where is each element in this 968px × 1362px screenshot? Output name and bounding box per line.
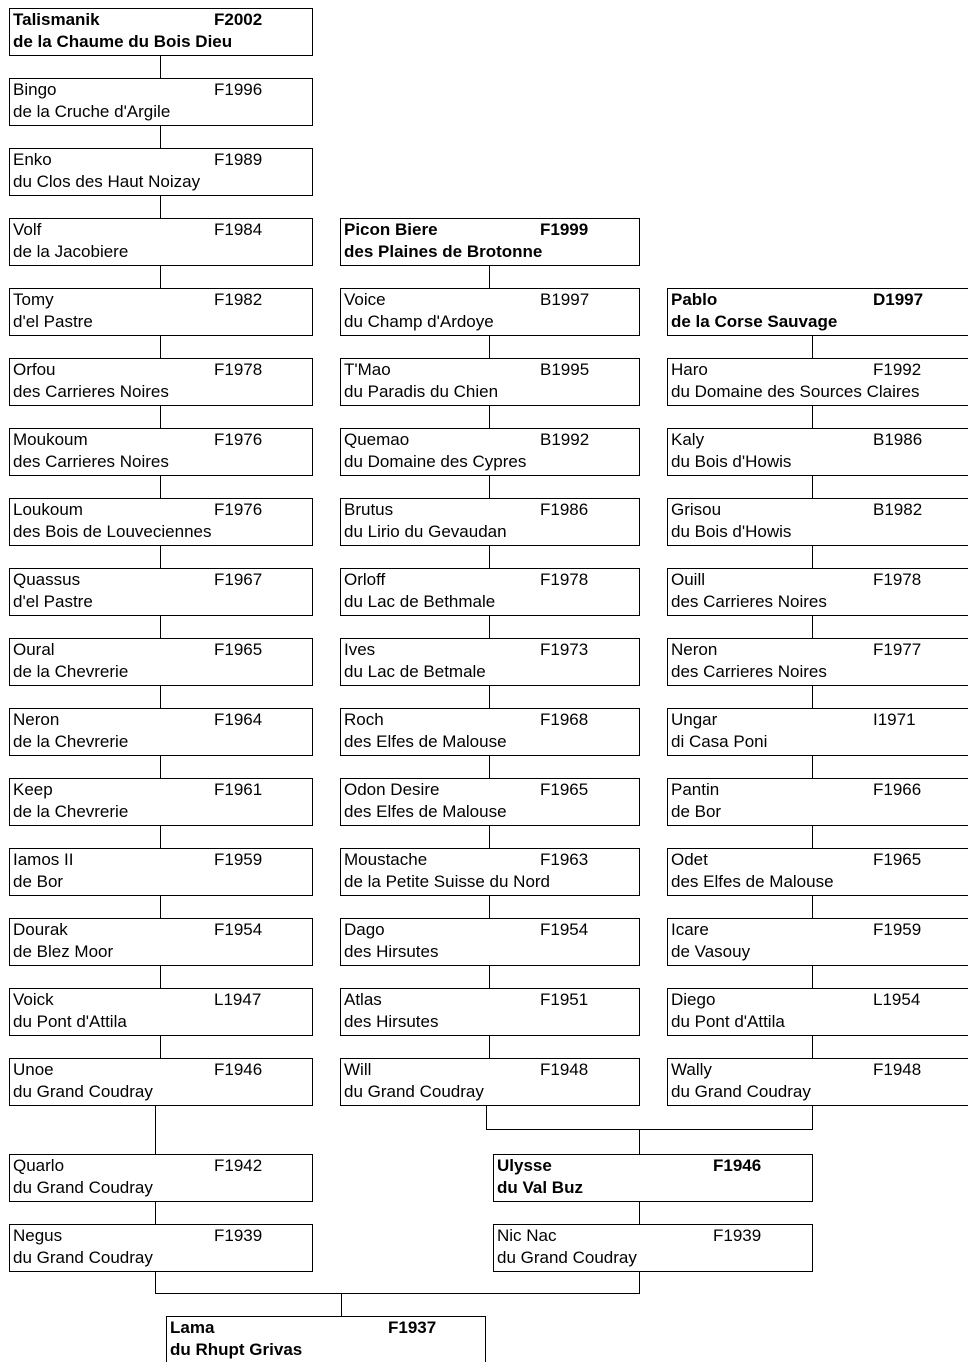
connector-line bbox=[812, 1036, 813, 1058]
connector-line bbox=[160, 896, 161, 918]
dog-box-brutus bbox=[340, 498, 640, 546]
dog-name: Quarlo bbox=[13, 1156, 65, 1175]
dog-registration-code: F1948 bbox=[873, 1060, 922, 1079]
dog-kennel: des Hirsutes bbox=[344, 1012, 439, 1031]
dog-name: Talismanik bbox=[13, 10, 100, 29]
dog-kennel: de la Jacobiere bbox=[13, 242, 129, 261]
dog-name: Voick bbox=[13, 990, 54, 1009]
dog-name: Ouill bbox=[671, 570, 706, 589]
connector-line bbox=[160, 196, 161, 218]
dog-kennel: des Elfes de Malouse bbox=[344, 732, 507, 751]
connector-line bbox=[155, 1272, 156, 1294]
dog-kennel: des Elfes de Malouse bbox=[344, 802, 507, 821]
dog-box-roch bbox=[340, 708, 640, 756]
dog-registration-code: I1971 bbox=[873, 710, 916, 729]
dog-kennel: du Grand Coudray bbox=[13, 1248, 153, 1267]
dog-kennel: du Grand Coudray bbox=[344, 1082, 484, 1101]
dog-name: Unoe bbox=[13, 1060, 54, 1079]
connector-line bbox=[489, 826, 490, 848]
connector-line bbox=[160, 756, 161, 778]
dog-box-quemao bbox=[340, 428, 640, 476]
dog-box-kaly bbox=[667, 428, 968, 476]
dog-box-haro bbox=[667, 358, 968, 406]
dog-kennel: de la Chaume du Bois Dieu bbox=[13, 32, 233, 51]
dog-kennel: du Lirio du Gevaudan bbox=[344, 522, 507, 541]
dog-kennel: des Carrieres Noires bbox=[13, 382, 169, 401]
dog-registration-code: F1954 bbox=[214, 920, 263, 939]
dog-registration-code: L1947 bbox=[214, 990, 262, 1009]
dog-box-neron bbox=[667, 638, 968, 686]
dog-name: Keep bbox=[13, 780, 53, 799]
connector-line bbox=[489, 546, 490, 568]
dog-kennel: de la Petite Suisse du Nord bbox=[344, 872, 551, 891]
dog-name: Pantin bbox=[671, 780, 720, 799]
dog-name: Oural bbox=[13, 640, 55, 659]
dog-name: Ulysse bbox=[497, 1156, 552, 1175]
dog-box-diego bbox=[667, 988, 968, 1036]
dog-kennel: de Blez Moor bbox=[13, 942, 114, 961]
dog-name: Tomy bbox=[13, 290, 54, 309]
connector-line bbox=[489, 686, 490, 708]
dog-kennel: des Bois de Louveciennes bbox=[13, 522, 212, 541]
dog-name: Iamos II bbox=[13, 850, 74, 869]
connector-line bbox=[160, 266, 161, 288]
dog-name: Atlas bbox=[344, 990, 382, 1009]
dog-name: Voice bbox=[344, 290, 386, 309]
dog-name: Dourak bbox=[13, 920, 68, 939]
dog-box-orfou bbox=[9, 358, 313, 406]
dog-kennel: du Champ d'Ardoye bbox=[344, 312, 494, 331]
dog-box-talismanik bbox=[9, 8, 313, 56]
dog-box-moukoum bbox=[9, 428, 313, 476]
dog-registration-code: B1982 bbox=[873, 500, 923, 519]
dog-kennel: di Casa Poni bbox=[671, 732, 768, 751]
dog-box-wally bbox=[667, 1058, 968, 1106]
dog-kennel: du Clos des Haut Noizay bbox=[13, 172, 201, 191]
dog-registration-code: F1965 bbox=[540, 780, 589, 799]
dog-name: Odon Desire bbox=[344, 780, 440, 799]
dog-kennel: des Carrieres Noires bbox=[13, 452, 169, 471]
dog-kennel: du Lac de Betmale bbox=[344, 662, 486, 681]
dog-box-odet bbox=[667, 848, 968, 896]
dog-name: Quemao bbox=[344, 430, 410, 449]
dog-registration-code: F1976 bbox=[214, 430, 263, 449]
dog-registration-code: F1963 bbox=[540, 850, 589, 869]
connector-line bbox=[489, 896, 490, 918]
dog-registration-code: F1965 bbox=[873, 850, 922, 869]
dog-name: Orloff bbox=[344, 570, 386, 589]
dog-name: Will bbox=[344, 1060, 372, 1079]
connector-line bbox=[489, 616, 490, 638]
connector-line bbox=[489, 1036, 490, 1058]
dog-registration-code: D1997 bbox=[873, 290, 924, 309]
dog-kennel: de Bor bbox=[671, 802, 722, 821]
dog-registration-code: F1989 bbox=[214, 150, 263, 169]
connector-line bbox=[639, 1129, 640, 1154]
dog-registration-code: B1992 bbox=[540, 430, 590, 449]
dog-name: Kaly bbox=[671, 430, 705, 449]
connector-line bbox=[160, 686, 161, 708]
dog-kennel: des Carrieres Noires bbox=[671, 662, 827, 681]
dog-kennel: de Bor bbox=[13, 872, 64, 891]
connector-line bbox=[160, 826, 161, 848]
dog-name: Picon Biere bbox=[344, 220, 438, 239]
dog-kennel: du Domaine des Sources Claires bbox=[671, 382, 920, 401]
dog-kennel: du Grand Coudray bbox=[13, 1178, 153, 1197]
dog-box-pantin bbox=[667, 778, 968, 826]
dog-box-ungar bbox=[667, 708, 968, 756]
connector-line bbox=[812, 896, 813, 918]
dog-kennel: des Carrieres Noires bbox=[671, 592, 827, 611]
dog-kennel: du Lac de Bethmale bbox=[344, 592, 496, 611]
dog-kennel: de la Chevrerie bbox=[13, 732, 129, 751]
connector-line bbox=[155, 1202, 156, 1224]
dog-kennel: d'el Pastre bbox=[13, 592, 93, 611]
connector-line bbox=[486, 1129, 813, 1130]
dog-box-quarlo bbox=[9, 1154, 313, 1202]
dog-kennel: de la Chevrerie bbox=[13, 662, 129, 681]
dog-box-lama bbox=[166, 1316, 486, 1362]
connector-line bbox=[489, 406, 490, 428]
dog-kennel: des Plaines de Brotonne bbox=[344, 242, 543, 261]
dog-name: Volf bbox=[13, 220, 42, 239]
dog-registration-code: F1959 bbox=[873, 920, 922, 939]
dog-name: Quassus bbox=[13, 570, 81, 589]
dog-registration-code: F1986 bbox=[540, 500, 589, 519]
dog-registration-code: F1976 bbox=[214, 500, 263, 519]
dog-box-bingo bbox=[9, 78, 313, 126]
dog-box-loukoum bbox=[9, 498, 313, 546]
dog-name: Neron bbox=[671, 640, 718, 659]
dog-name: Negus bbox=[13, 1226, 63, 1245]
dog-box-voice bbox=[340, 288, 640, 336]
dog-registration-code: F1967 bbox=[214, 570, 263, 589]
dog-box-tomy bbox=[9, 288, 313, 336]
connector-line bbox=[160, 56, 161, 78]
dog-registration-code: F1946 bbox=[214, 1060, 263, 1079]
connector-line bbox=[341, 1293, 342, 1316]
dog-kennel: d'el Pastre bbox=[13, 312, 93, 331]
dog-registration-code: B1995 bbox=[540, 360, 590, 379]
dog-kennel: du Bois d'Howis bbox=[671, 452, 792, 471]
dog-kennel: du Domaine des Cypres bbox=[344, 452, 527, 471]
dog-box-voick bbox=[9, 988, 313, 1036]
dog-kennel: du Paradis du Chien bbox=[344, 382, 499, 401]
dog-name: Dago bbox=[344, 920, 385, 939]
dog-box-ulysse bbox=[493, 1154, 813, 1202]
connector-line bbox=[160, 336, 161, 358]
dog-name: Haro bbox=[671, 360, 708, 379]
connector-line bbox=[160, 406, 161, 428]
dog-registration-code: F1978 bbox=[214, 360, 263, 379]
dog-name: Wally bbox=[671, 1060, 712, 1079]
dog-box-keep bbox=[9, 778, 313, 826]
connector-line bbox=[812, 1106, 813, 1130]
dog-kennel: de la Corse Sauvage bbox=[671, 312, 838, 331]
dog-kennel: de Vasouy bbox=[671, 942, 751, 961]
dog-box-moustache bbox=[340, 848, 640, 896]
dog-registration-code: F1964 bbox=[214, 710, 263, 729]
dog-box-volf bbox=[9, 218, 313, 266]
dog-name: Moukoum bbox=[13, 430, 88, 449]
connector-line bbox=[489, 756, 490, 778]
dog-registration-code: F1973 bbox=[540, 640, 589, 659]
dog-box-oural bbox=[9, 638, 313, 686]
dog-kennel: de la Chevrerie bbox=[13, 802, 129, 821]
connector-line bbox=[489, 966, 490, 988]
dog-box-picon-biere bbox=[340, 218, 640, 266]
connector-line bbox=[489, 266, 490, 288]
dog-name: Grisou bbox=[671, 500, 722, 519]
dog-registration-code: F1948 bbox=[540, 1060, 589, 1079]
dog-registration-code: F2002 bbox=[214, 10, 263, 29]
dog-box-neron bbox=[9, 708, 313, 756]
dog-name: Ungar bbox=[671, 710, 718, 729]
connector-line bbox=[160, 476, 161, 498]
dog-kennel: du Grand Coudray bbox=[13, 1082, 153, 1101]
dog-registration-code: F1942 bbox=[214, 1156, 263, 1175]
dog-name: Enko bbox=[13, 150, 52, 169]
dog-box-dourak bbox=[9, 918, 313, 966]
connector-line bbox=[489, 476, 490, 498]
dog-registration-code: F1951 bbox=[540, 990, 589, 1009]
dog-box-pablo bbox=[667, 288, 968, 336]
dog-registration-code: L1954 bbox=[873, 990, 921, 1009]
connector-line bbox=[812, 686, 813, 708]
dog-name: Diego bbox=[671, 990, 716, 1009]
dog-box-ives bbox=[340, 638, 640, 686]
dog-kennel: du Rhupt Grivas bbox=[170, 1340, 303, 1359]
connector-line bbox=[160, 546, 161, 568]
dog-box-icare bbox=[667, 918, 968, 966]
connector-line bbox=[160, 966, 161, 988]
dog-name: Roch bbox=[344, 710, 384, 729]
dog-registration-code: F1984 bbox=[214, 220, 263, 239]
dog-box-negus bbox=[9, 1224, 313, 1272]
dog-registration-code: F1968 bbox=[540, 710, 589, 729]
dog-registration-code: F1961 bbox=[214, 780, 263, 799]
dog-registration-code: F1978 bbox=[873, 570, 922, 589]
dog-box-dago bbox=[340, 918, 640, 966]
connector-line bbox=[489, 336, 490, 358]
dog-name: T'Mao bbox=[344, 360, 391, 379]
dog-kennel: du Pont d'Attila bbox=[13, 1012, 127, 1031]
dog-name: Ives bbox=[344, 640, 376, 659]
dog-registration-code: F1959 bbox=[214, 850, 263, 869]
dog-registration-code: F1937 bbox=[388, 1318, 437, 1337]
connector-line bbox=[812, 966, 813, 988]
dog-name: Odet bbox=[671, 850, 708, 869]
connector-line bbox=[160, 1036, 161, 1058]
dog-kennel: du Grand Coudray bbox=[497, 1248, 637, 1267]
dog-name: Moustache bbox=[344, 850, 428, 869]
dog-name: Nic Nac bbox=[497, 1226, 557, 1245]
dog-registration-code: F1978 bbox=[540, 570, 589, 589]
dog-kennel: du Bois d'Howis bbox=[671, 522, 792, 541]
dog-name: Bingo bbox=[13, 80, 57, 99]
dog-registration-code: F1954 bbox=[540, 920, 589, 939]
connector-line bbox=[155, 1106, 156, 1154]
dog-box-unoe bbox=[9, 1058, 313, 1106]
dog-box-enko bbox=[9, 148, 313, 196]
dog-box-will bbox=[340, 1058, 640, 1106]
dog-registration-code: F1992 bbox=[873, 360, 922, 379]
connector-line bbox=[812, 546, 813, 568]
dog-kennel: des Hirsutes bbox=[344, 942, 439, 961]
connector-line bbox=[486, 1106, 487, 1130]
dog-box-odon-desire bbox=[340, 778, 640, 826]
dog-registration-code: B1997 bbox=[540, 290, 590, 309]
dog-name: Loukoum bbox=[13, 500, 83, 519]
connector-line bbox=[812, 756, 813, 778]
dog-registration-code: F1939 bbox=[214, 1226, 263, 1245]
dog-registration-code: F1996 bbox=[214, 80, 263, 99]
connector-line bbox=[812, 406, 813, 428]
connector-line bbox=[155, 1293, 640, 1294]
dog-box-atlas bbox=[340, 988, 640, 1036]
dog-box-nic-nac bbox=[493, 1224, 813, 1272]
dog-box-ouill bbox=[667, 568, 968, 616]
dog-kennel: des Elfes de Malouse bbox=[671, 872, 834, 891]
dog-box-iamos-ii bbox=[9, 848, 313, 896]
dog-box-quassus bbox=[9, 568, 313, 616]
connector-line bbox=[812, 476, 813, 498]
connector-line bbox=[160, 126, 161, 148]
dog-kennel: du Val Buz bbox=[497, 1178, 583, 1197]
connector-line bbox=[812, 616, 813, 638]
connector-line bbox=[812, 336, 813, 358]
dog-kennel: de la Cruche d'Argile bbox=[13, 102, 171, 121]
dog-name: Neron bbox=[13, 710, 60, 729]
dog-registration-code: F1982 bbox=[214, 290, 263, 309]
dog-registration-code: F1977 bbox=[873, 640, 922, 659]
connector-line bbox=[812, 826, 813, 848]
dog-kennel: du Grand Coudray bbox=[671, 1082, 811, 1101]
dog-registration-code: F1965 bbox=[214, 640, 263, 659]
dog-name: Brutus bbox=[344, 500, 394, 519]
dog-registration-code: F1946 bbox=[713, 1156, 762, 1175]
connector-line bbox=[160, 616, 161, 638]
dog-registration-code: F1966 bbox=[873, 780, 922, 799]
dog-name: Pablo bbox=[671, 290, 718, 309]
dog-registration-code: F1939 bbox=[713, 1226, 762, 1245]
dog-name: Icare bbox=[671, 920, 709, 939]
dog-box-orloff bbox=[340, 568, 640, 616]
dog-name: Lama bbox=[170, 1318, 215, 1337]
dog-box-t-mao bbox=[340, 358, 640, 406]
dog-registration-code: B1986 bbox=[873, 430, 923, 449]
dog-box-grisou bbox=[667, 498, 968, 546]
connector-line bbox=[639, 1272, 640, 1294]
dog-name: Orfou bbox=[13, 360, 56, 379]
connector-line bbox=[639, 1202, 640, 1224]
dog-registration-code: F1999 bbox=[540, 220, 589, 239]
dog-kennel: du Pont d'Attila bbox=[671, 1012, 785, 1031]
